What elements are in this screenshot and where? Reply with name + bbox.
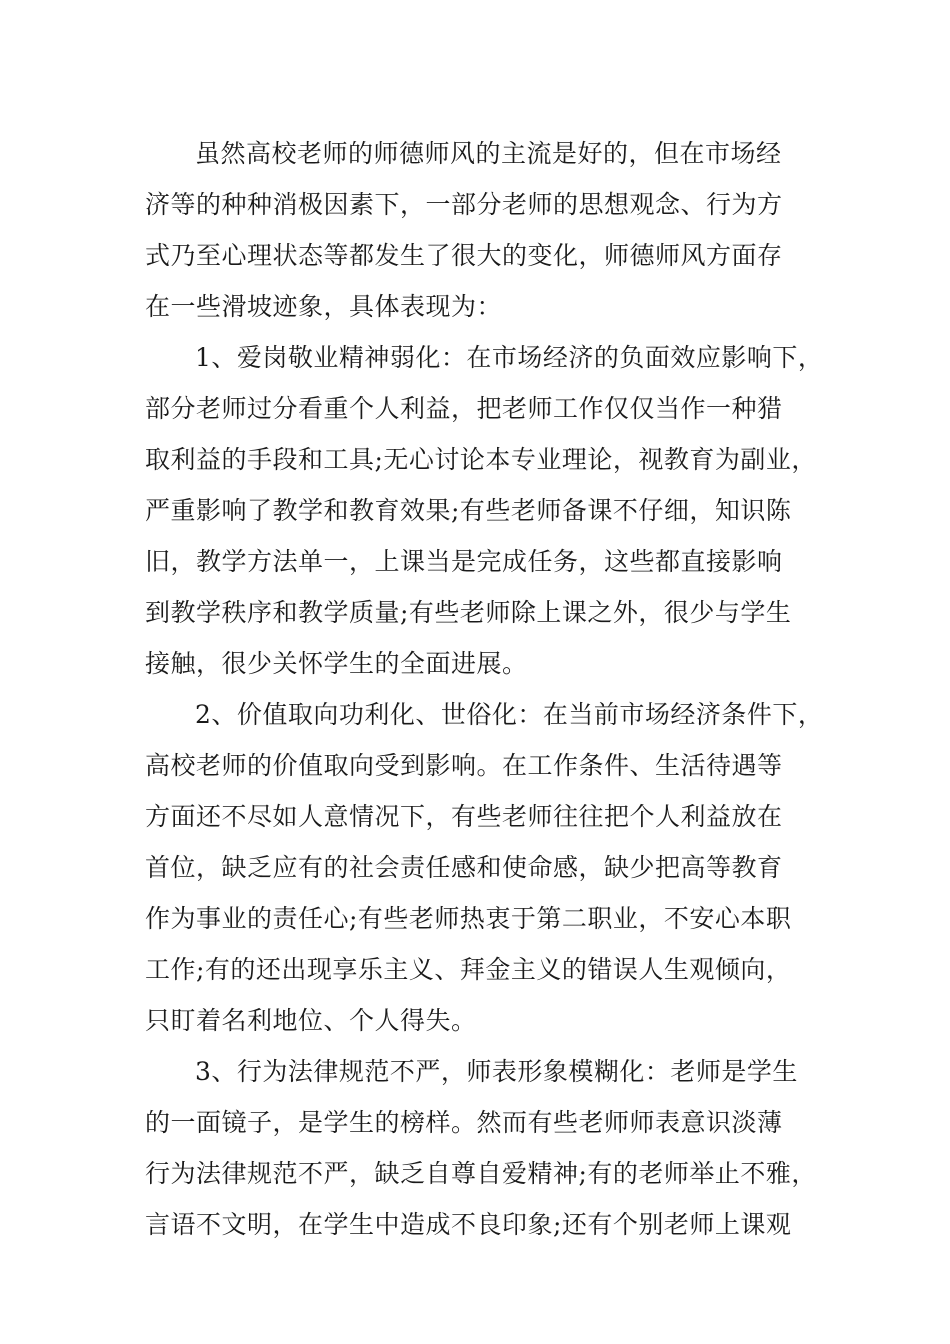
text-line: 1、爱岗敬业精神弱化：在市场经济的负面效应影响下， <box>195 343 824 372</box>
text-line: 方面还不尽如人意情况下，有些老师往往把个人利益放在 <box>145 802 783 831</box>
paragraph-point-1 <box>145 332 825 689</box>
text-line: 取利益的手段和工具;无心讨论本专业理论，视教育为副业， <box>145 445 817 474</box>
paragraph-intro <box>145 128 825 332</box>
text-line: 接触，很少关怀学生的全面进展。 <box>145 649 528 678</box>
text-line: 的一面镜子，是学生的榜样。然而有些老师师表意识淡薄 <box>145 1108 783 1137</box>
text-line: 旧，教学方法单一，上课当是完成任务，这些都直接影响 <box>145 547 783 576</box>
text-line: 虽然高校老师的师德师风的主流是好的，但在市场经 <box>195 139 782 168</box>
text-line: 到教学秩序和教学质量;有些老师除上课之外，很少与学生 <box>145 598 792 627</box>
document-page <box>145 128 825 1250</box>
text-line: 济等的种种消极因素下，一部分老师的思想观念、行为方 <box>145 190 783 219</box>
text-line: 只盯着名利地位、个人得失。 <box>145 1006 477 1035</box>
text-line: 首位，缺乏应有的社会责任感和使命感，缺少把高等教育 <box>145 853 783 882</box>
text-line: 严重影响了教学和教育效果;有些老师备课不仔细，知识陈 <box>145 496 792 525</box>
text-line: 在一些滑坡迹象，具体表现为： <box>145 292 503 321</box>
text-line: 行为法律规范不严，缺乏自尊自爱精神;有的老师举止不雅， <box>145 1159 817 1188</box>
text-line: 2、价值取向功利化、世俗化：在当前市场经济条件下， <box>195 700 824 729</box>
text-line: 工作;有的还出现享乐主义、拜金主义的错误人生观倾向， <box>145 955 792 984</box>
text-line: 言语不文明，在学生中造成不良印象;还有个别老师上课观 <box>145 1210 792 1239</box>
text-line: 作为事业的责任心;有些老师热衷于第二职业，不安心本职 <box>145 904 792 933</box>
text-line: 式乃至心理状态等都发生了很大的变化，师德师风方面存 <box>145 241 783 270</box>
text-line: 高校老师的价值取向受到影响。在工作条件、生活待遇等 <box>145 751 783 780</box>
paragraph-point-3 <box>145 1046 825 1250</box>
paragraph-point-2 <box>145 689 825 1046</box>
text-line: 部分老师过分看重个人利益，把老师工作仅仅当作一种猎 <box>145 394 783 423</box>
text-line: 3、行为法律规范不严，师表形象模糊化：老师是学生 <box>195 1057 798 1086</box>
